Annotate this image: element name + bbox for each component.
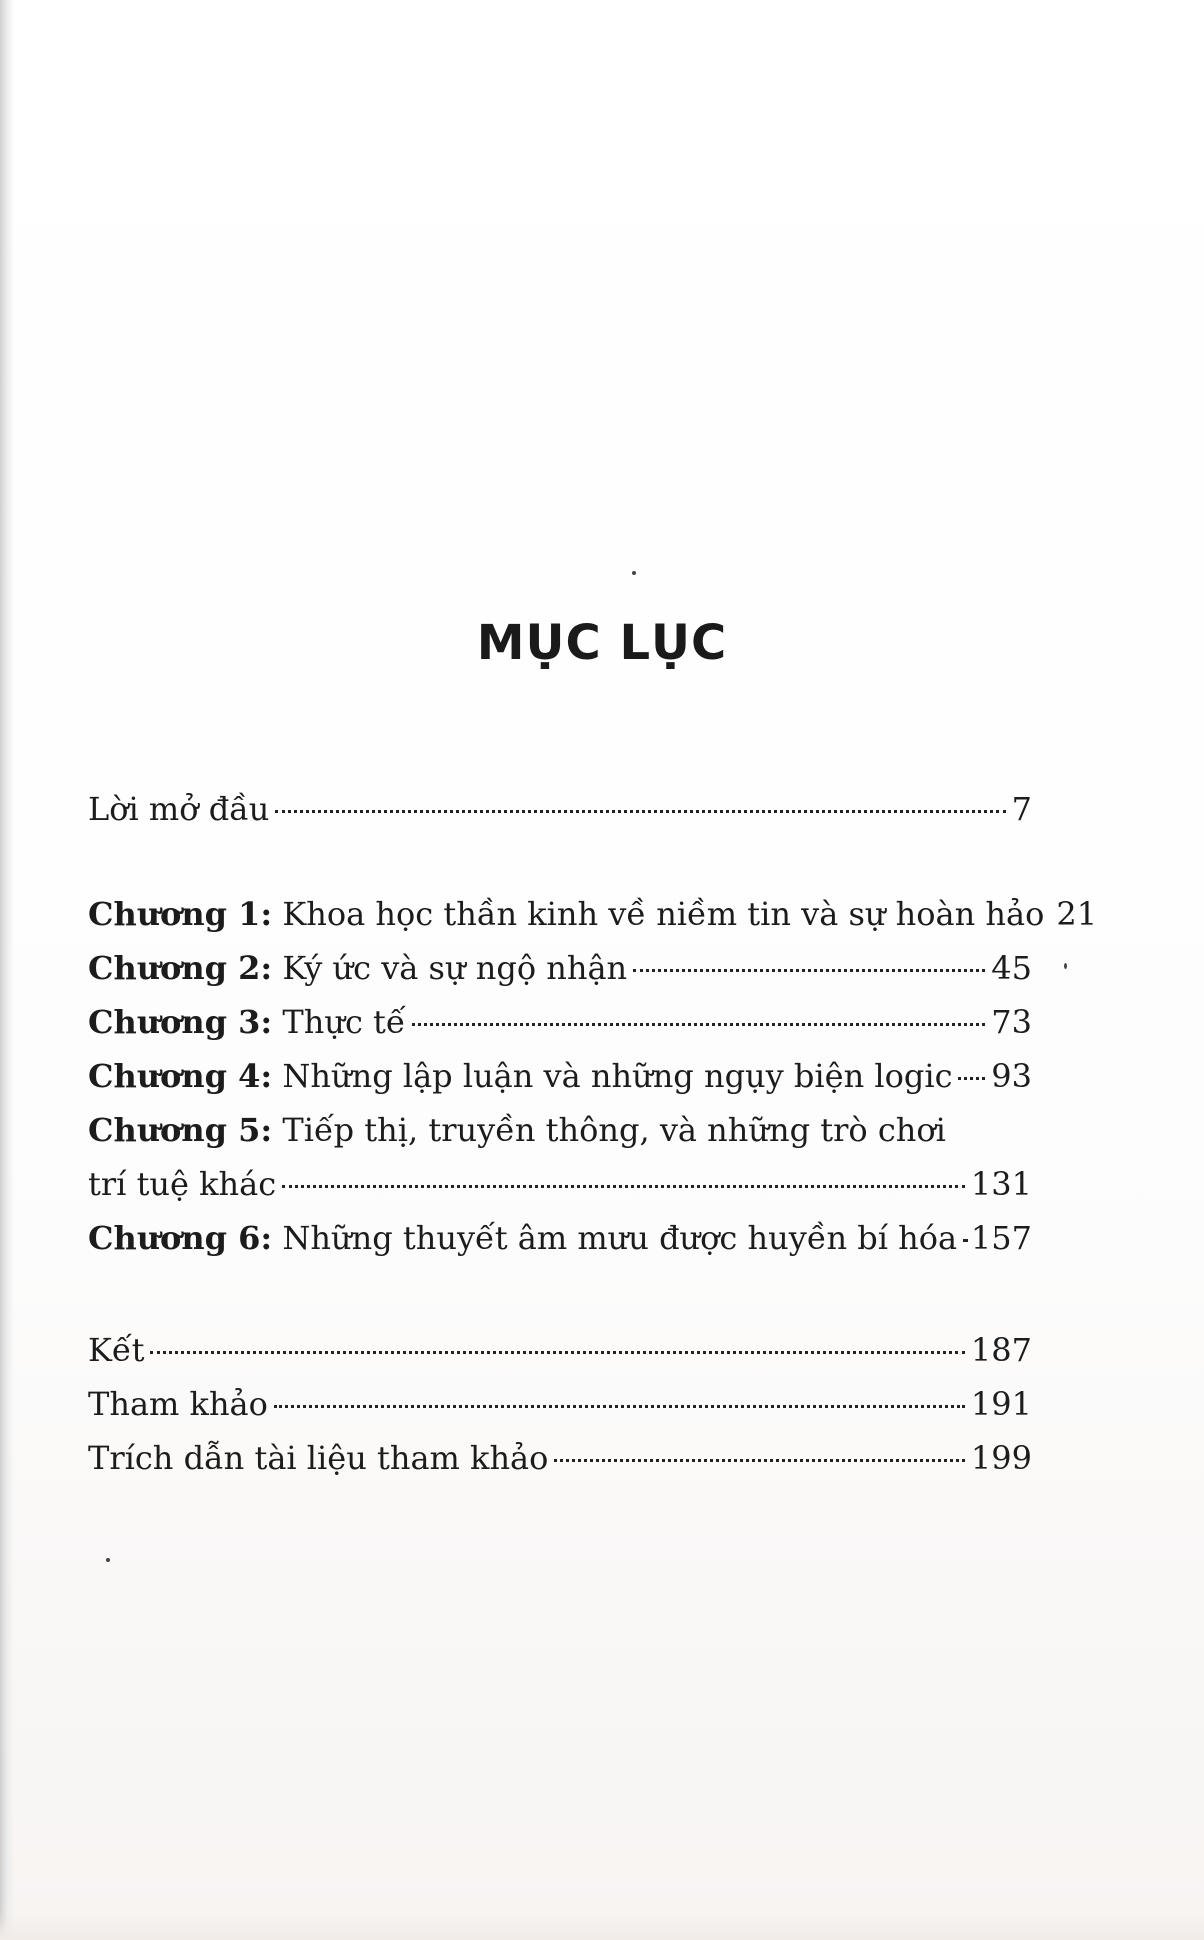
toc-entry-chapter-3 (88, 998, 1032, 1046)
leader-dots (412, 1023, 986, 1026)
toc-entry-conclusion (88, 1326, 1032, 1374)
toc-entry-label (88, 890, 1044, 938)
toc-page-number: 21 (1056, 895, 1098, 933)
toc-page-number: 191 (970, 1385, 1032, 1423)
ink-speck (106, 1558, 110, 1562)
chapter-title: Những lập luận và những ngụy biện logic (282, 1057, 953, 1095)
toc-entry-label: Kết (88, 1331, 145, 1369)
chapter-prefix: Chương 2: (88, 949, 273, 987)
chapter-prefix: Chương 3: (88, 1003, 273, 1041)
toc-entry-label (88, 944, 627, 992)
toc-entry-references (88, 1380, 1032, 1428)
chapter-prefix: Chương 4: (88, 1057, 273, 1095)
leader-dots (958, 1077, 985, 1080)
page-bottom-edge-shadow (0, 1910, 1204, 1940)
leader-dots (274, 1405, 965, 1408)
toc-entry-preface (88, 785, 1032, 833)
leader-dots (633, 969, 985, 972)
toc-entry-label (88, 1052, 952, 1100)
toc-page-number: 199 (970, 1439, 1032, 1477)
toc-entry-chapter-5 (88, 1160, 1032, 1208)
toc-entry-label (88, 1214, 957, 1262)
chapter-prefix: Chương 6: (88, 1219, 273, 1257)
toc-entry-label: Tham khảo (88, 1385, 268, 1423)
leader-dots (963, 1239, 965, 1242)
chapter-prefix: Chương 1: (88, 895, 273, 933)
leader-dots (150, 1351, 964, 1354)
toc-page-number: 7 (1011, 790, 1032, 828)
page-left-edge-shadow (0, 0, 14, 1940)
chapter-title: Tiếp thị, truyền thông, và những trò chơi (282, 1111, 946, 1149)
toc-page-number: 93 (991, 1057, 1032, 1095)
toc-page-number: 45 (991, 949, 1032, 987)
toc-entry-citations (88, 1434, 1032, 1482)
toc-page-number: 157 (970, 1219, 1032, 1257)
toc-entry-chapter-4 (88, 1052, 1032, 1100)
ink-speck (1064, 963, 1067, 969)
page-title: MỤC LỤC (476, 615, 728, 671)
toc-entry-chapter-1 (88, 890, 1098, 938)
toc-entry-label (88, 998, 406, 1046)
leader-dots (275, 810, 1005, 813)
toc-page-number: 187 (970, 1331, 1032, 1369)
leader-dots (282, 1185, 965, 1188)
toc-page-number: 73 (991, 1003, 1032, 1041)
toc-page-number: 131 (970, 1165, 1032, 1203)
chapter-title: Ký ức và sự ngộ nhận (282, 949, 628, 987)
leader-dots (554, 1459, 965, 1462)
chapter-title: Khoa học thần kinh về niềm tin và sự hoàn hảo (282, 895, 1045, 933)
ink-speck (632, 571, 636, 575)
toc-entry-label: Trích dẫn tài liệu tham khảo (88, 1439, 549, 1477)
chapter-title: Những thuyết âm mưu được huyền bí hóa (282, 1219, 958, 1257)
chapter-title: Thực tế (282, 1003, 406, 1041)
toc-entry-chapter-5-line-1 (88, 1106, 946, 1154)
toc-entry-chapter-2 (88, 944, 1032, 992)
chapter-title-continued: trí tuệ khác (88, 1165, 277, 1203)
toc-entry-label: Lời mở đầu (88, 790, 270, 828)
chapter-prefix: Chương 5: (88, 1111, 273, 1149)
toc-entry-chapter-6 (88, 1214, 1032, 1262)
